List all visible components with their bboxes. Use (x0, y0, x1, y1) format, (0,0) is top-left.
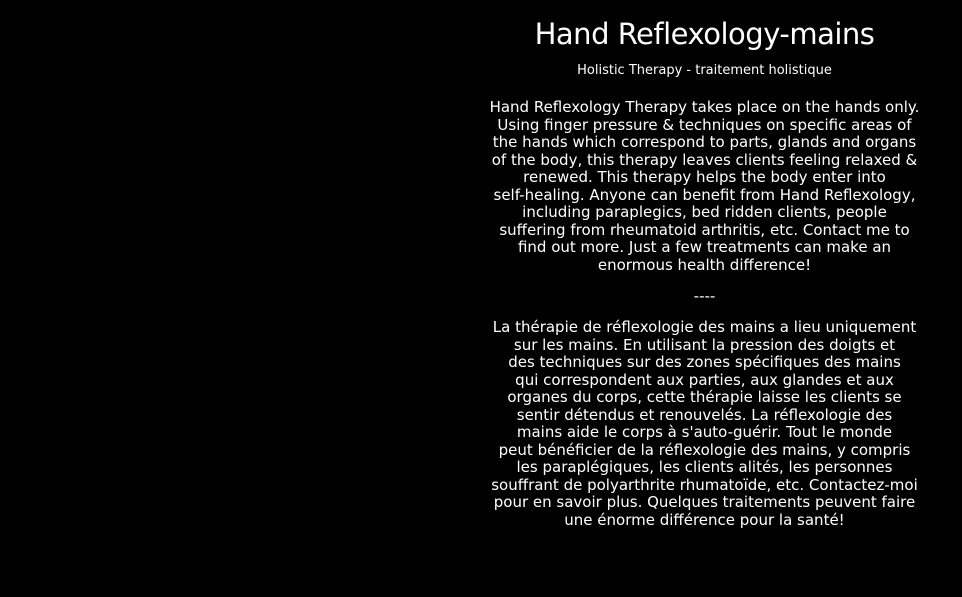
text-line: souffrant de polyarthrite rhumatoïde, etc. Contactez-moi (491, 475, 918, 494)
text-line: suffering from rheumatoid arthritis, etc. Contact me to (499, 220, 910, 239)
text-line: La thérapie de réflexologie des mains a lieu uniquement (492, 318, 917, 336)
text-line: enormous health difference! (597, 255, 812, 274)
text-line: peut bénéficier de la réflexologie des mains, y compris (498, 440, 911, 459)
text-line: mains aide le corps à s'auto-guérir. Tout le monde (516, 423, 893, 441)
text-line: qui correspondent aux parties, aux glandes et aux (515, 370, 894, 389)
text-line: Using finger pressure & techniques on specific areas of (497, 115, 912, 134)
text-line: une énorme différence pour la santé! (564, 510, 845, 529)
text-line: sentir détendus et renouvelés. La réflexologie des (516, 405, 893, 424)
text-line: pour en savoir plus. Quelques traitements peuvent faire (493, 493, 916, 511)
english-paragraph (447, 99, 962, 274)
text-line: Hand Reflexology Therapy takes place on the hands only. (489, 98, 920, 116)
text-line: including paraplegics, bed ridden clients, people (522, 203, 887, 221)
paragraph-separator: ---- (693, 287, 716, 305)
page-subtitle: Holistic Therapy - traitement holistique (577, 63, 832, 78)
text-line: des techniques sur des zones spécifiques des mains (508, 353, 901, 371)
text-line: self-healing. Anyone can benefit from Hand Reflexology, (493, 185, 916, 204)
text-line: of the body, this therapy leaves clients feeling relaxed & (491, 150, 918, 169)
text-line: find out more. Just a few treatments can make an (517, 238, 892, 256)
text-line: organes du corps, cette thérapie laisse les clients se (507, 388, 902, 406)
text-line: les paraplégiques, les clients alités, les personnes (516, 458, 893, 476)
text-line: the hands which correspond to parts, glands and organs (492, 133, 917, 151)
content-column (447, 0, 962, 597)
page-title: Hand Reflexology-mains (534, 17, 875, 51)
text-line: sur les mains. En utilisant la pression des doigts et (513, 335, 896, 354)
text-line: renewed. This therapy helps the body enter into (523, 168, 886, 186)
french-paragraph (447, 319, 962, 529)
